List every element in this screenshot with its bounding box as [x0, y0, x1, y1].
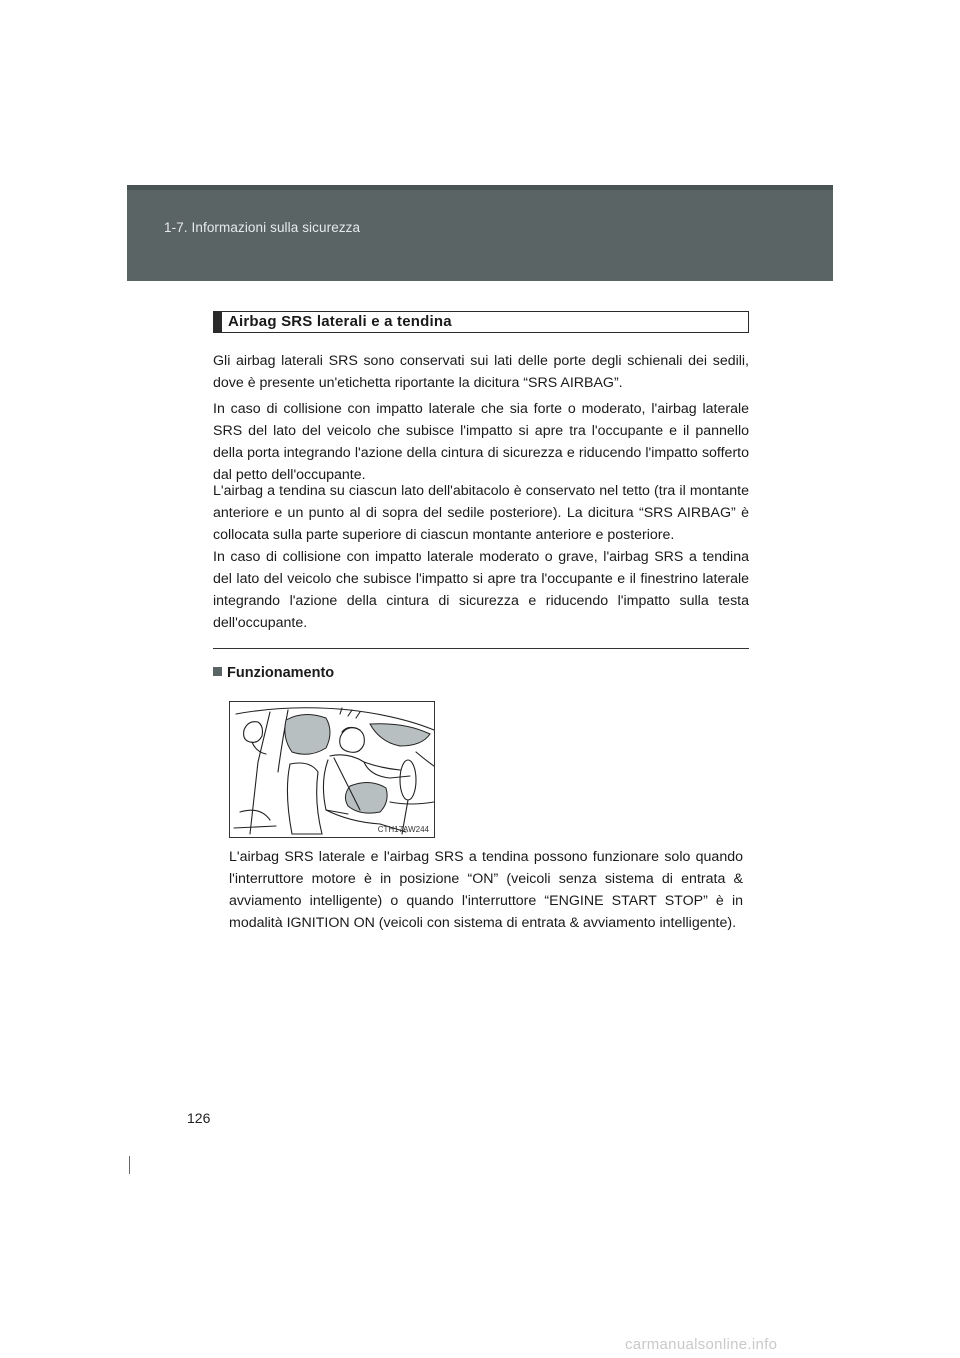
section-title: Airbag SRS laterali e a tendina — [228, 313, 452, 330]
airbag-illustration-drawing — [230, 702, 434, 837]
paragraph-side-airbag-location: Gli airbag laterali SRS sono conservati sui lati delle porte degli schienali dei sedili, dove è presente un'etichetta riportante la dicitura “SRS AIRBAG”. — [213, 353, 749, 391]
figure-code: CTH17AW244 — [377, 825, 429, 834]
square-bullet-icon — [213, 667, 222, 676]
airbag-deployment-illustration — [229, 701, 435, 838]
margin-tick-mark — [129, 1156, 130, 1174]
watermark-text: carmanualsonline.info — [625, 1336, 778, 1353]
page-number: 126 — [187, 1110, 211, 1126]
paragraph-side-airbag-deployment: In caso di collisione con impatto laterale che sia forte o moderato, l'airbag laterale SRS del lato del veicolo che subisce l'impatto si apre tra l'occupante e il pannello della porta integrando l'azione della cintura di sicurezza e riducendo l'impatto sofferto dal petto dell'occupante. — [213, 401, 749, 483]
breadcrumb: 1-7. Informazioni sulla sicurezza — [164, 220, 361, 235]
header-band-top-edge — [127, 185, 833, 190]
subsection-title: Funzionamento — [227, 665, 335, 681]
paragraph-curtain-airbag-location: L'airbag a tendina su ciascun lato dell'abitacolo è conservato nel tetto (tra il montante anteriore e un punto al di sopra del sedile posteriore). La dicitura “SRS AIRBAG” è collocata sulla parte superiore di ciascun montante anteriore e posteriore. — [213, 483, 749, 543]
section-divider — [213, 648, 749, 649]
paragraph-curtain-airbag-deployment: In caso di collisione con impatto laterale moderato o grave, l'airbag SRS a tendina del lato del veicolo che subisce l'impatto si apre tra l'occupante e il finestrino laterale integrando l'azione della cintura di sicurezza e riducendo l'impatto sulla testa dell'occupante. — [213, 549, 749, 631]
operation-note: L'airbag SRS laterale e l'airbag SRS a tendina possono funzionare solo quando l'interruttore motore è in posizione “ON” (veicoli senza sistema di entrata & avviamento intelligente) o quando l'interruttore “ENGINE START STOP” è in modalità IGNITION ON (veicoli con sistema di entrata & avviamento intelligente). — [229, 849, 743, 931]
subsection-heading — [213, 665, 334, 681]
section-heading-marker — [214, 312, 222, 332]
section-heading-box — [213, 311, 749, 333]
chapter-header-band — [127, 185, 833, 281]
